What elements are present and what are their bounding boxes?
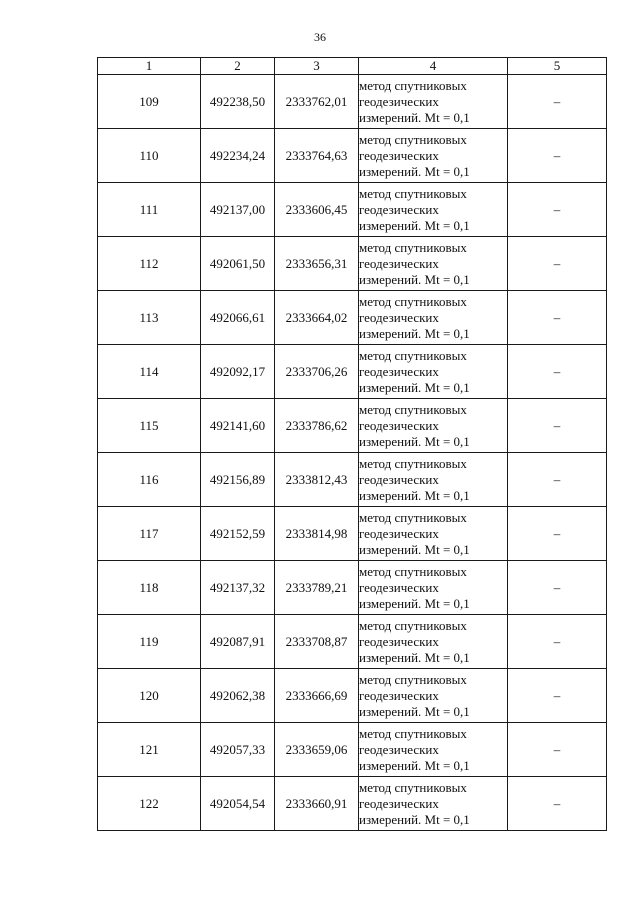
point-number-cell: 120 (98, 669, 201, 723)
x-coordinate-cell: 492234,24 (201, 129, 275, 183)
table-row (98, 291, 607, 345)
y-coordinate-cell: 2333666,69 (275, 669, 359, 723)
table-row (98, 615, 607, 669)
table-row (98, 723, 607, 777)
method-line: измерений. Mt = 0,1 (359, 379, 470, 395)
method-line: измерений. Mt = 0,1 (359, 811, 470, 827)
method-cell (359, 615, 508, 669)
method-line: метод спутниковых (359, 455, 467, 471)
table-header-row (98, 58, 607, 75)
note-cell: – (508, 669, 607, 723)
method-line: измерений. Mt = 0,1 (359, 217, 470, 233)
method-line: метод спутниковых (359, 239, 467, 255)
method-line: измерений. Mt = 0,1 (359, 757, 470, 773)
method-line: метод спутниковых (359, 617, 467, 633)
method-line: геодезических (359, 93, 439, 109)
x-coordinate-cell: 492152,59 (201, 507, 275, 561)
note-cell: – (508, 345, 607, 399)
x-coordinate-cell: 492087,91 (201, 615, 275, 669)
table-row (98, 75, 607, 129)
method-line: измерений. Mt = 0,1 (359, 433, 470, 449)
table-row (98, 561, 607, 615)
x-coordinate-cell: 492054,54 (201, 777, 275, 831)
x-coordinate-cell: 492057,33 (201, 723, 275, 777)
x-coordinate-cell: 492238,50 (201, 75, 275, 129)
y-coordinate-cell: 2333812,43 (275, 453, 359, 507)
method-line: метод спутниковых (359, 671, 467, 687)
x-coordinate-cell: 492137,00 (201, 183, 275, 237)
method-line: измерений. Mt = 0,1 (359, 487, 470, 503)
x-coordinate-cell: 492137,32 (201, 561, 275, 615)
point-number-cell: 114 (98, 345, 201, 399)
method-line: метод спутниковых (359, 293, 467, 309)
point-number-cell: 110 (98, 129, 201, 183)
table-row (98, 183, 607, 237)
table-row (98, 345, 607, 399)
method-cell (359, 453, 508, 507)
note-cell: – (508, 183, 607, 237)
method-line: геодезических (359, 633, 439, 649)
method-line: метод спутниковых (359, 185, 467, 201)
method-line: геодезических (359, 687, 439, 703)
note-cell: – (508, 75, 607, 129)
table-row (98, 669, 607, 723)
method-line: геодезических (359, 363, 439, 379)
method-line: измерений. Mt = 0,1 (359, 595, 470, 611)
method-line: измерений. Mt = 0,1 (359, 703, 470, 719)
method-line: геодезических (359, 201, 439, 217)
table-body (98, 75, 607, 831)
method-cell (359, 507, 508, 561)
y-coordinate-cell: 2333660,91 (275, 777, 359, 831)
point-number-cell: 121 (98, 723, 201, 777)
method-line: геодезических (359, 309, 439, 325)
y-coordinate-cell: 2333656,31 (275, 237, 359, 291)
method-cell (359, 777, 508, 831)
method-line: геодезических (359, 417, 439, 433)
method-line: геодезических (359, 795, 439, 811)
y-coordinate-cell: 2333762,01 (275, 75, 359, 129)
table-row (98, 507, 607, 561)
y-coordinate-cell: 2333708,87 (275, 615, 359, 669)
point-number-cell: 109 (98, 75, 201, 129)
note-cell: – (508, 129, 607, 183)
point-number-cell: 111 (98, 183, 201, 237)
note-cell: – (508, 723, 607, 777)
column-header-3: 3 (275, 58, 359, 75)
page-number: 36 (314, 30, 326, 44)
method-line: геодезических (359, 579, 439, 595)
method-line: измерений. Mt = 0,1 (359, 271, 470, 287)
column-header-4: 4 (359, 58, 508, 75)
method-line: геодезических (359, 255, 439, 271)
method-line: метод спутниковых (359, 401, 467, 417)
y-coordinate-cell: 2333789,21 (275, 561, 359, 615)
note-cell: – (508, 777, 607, 831)
x-coordinate-cell: 492062,38 (201, 669, 275, 723)
y-coordinate-cell: 2333814,98 (275, 507, 359, 561)
column-header-2: 2 (201, 58, 275, 75)
note-cell: – (508, 453, 607, 507)
point-number-cell: 122 (98, 777, 201, 831)
method-cell (359, 129, 508, 183)
point-number-cell: 116 (98, 453, 201, 507)
point-number-cell: 117 (98, 507, 201, 561)
method-line: метод спутниковых (359, 77, 467, 93)
method-line: геодезических (359, 147, 439, 163)
method-cell (359, 183, 508, 237)
point-number-cell: 119 (98, 615, 201, 669)
table-row (98, 237, 607, 291)
note-cell: – (508, 615, 607, 669)
method-line: измерений. Mt = 0,1 (359, 109, 470, 125)
method-line: геодезических (359, 471, 439, 487)
method-cell (359, 345, 508, 399)
method-cell (359, 291, 508, 345)
method-cell (359, 561, 508, 615)
y-coordinate-cell: 2333664,02 (275, 291, 359, 345)
method-cell (359, 723, 508, 777)
table-row (98, 777, 607, 831)
y-coordinate-cell: 2333659,06 (275, 723, 359, 777)
note-cell: – (508, 291, 607, 345)
note-cell: – (508, 561, 607, 615)
method-line: геодезических (359, 741, 439, 757)
method-line: измерений. Mt = 0,1 (359, 649, 470, 665)
method-cell (359, 237, 508, 291)
point-number-cell: 115 (98, 399, 201, 453)
x-coordinate-cell: 492141,60 (201, 399, 275, 453)
y-coordinate-cell: 2333786,62 (275, 399, 359, 453)
column-header-5: 5 (508, 58, 607, 75)
column-header-1: 1 (98, 58, 201, 75)
method-line: метод спутниковых (359, 131, 467, 147)
point-number-cell: 112 (98, 237, 201, 291)
method-line: метод спутниковых (359, 725, 467, 741)
x-coordinate-cell: 492066,61 (201, 291, 275, 345)
x-coordinate-cell: 492092,17 (201, 345, 275, 399)
method-line: метод спутниковых (359, 563, 467, 579)
table-row (98, 453, 607, 507)
note-cell: – (508, 507, 607, 561)
note-cell: – (508, 237, 607, 291)
x-coordinate-cell: 492156,89 (201, 453, 275, 507)
y-coordinate-cell: 2333706,26 (275, 345, 359, 399)
method-line: измерений. Mt = 0,1 (359, 325, 470, 341)
method-line: измерений. Mt = 0,1 (359, 541, 470, 557)
method-cell (359, 669, 508, 723)
note-cell: – (508, 399, 607, 453)
x-coordinate-cell: 492061,50 (201, 237, 275, 291)
method-line: измерений. Mt = 0,1 (359, 163, 470, 179)
y-coordinate-cell: 2333606,45 (275, 183, 359, 237)
y-coordinate-cell: 2333764,63 (275, 129, 359, 183)
method-cell (359, 399, 508, 453)
coordinates-table (97, 57, 607, 831)
method-line: метод спутниковых (359, 347, 467, 363)
method-cell (359, 75, 508, 129)
table-row (98, 399, 607, 453)
table-row (98, 129, 607, 183)
method-line: метод спутниковых (359, 509, 467, 525)
method-line: метод спутниковых (359, 779, 467, 795)
method-line: геодезических (359, 525, 439, 541)
point-number-cell: 113 (98, 291, 201, 345)
point-number-cell: 118 (98, 561, 201, 615)
